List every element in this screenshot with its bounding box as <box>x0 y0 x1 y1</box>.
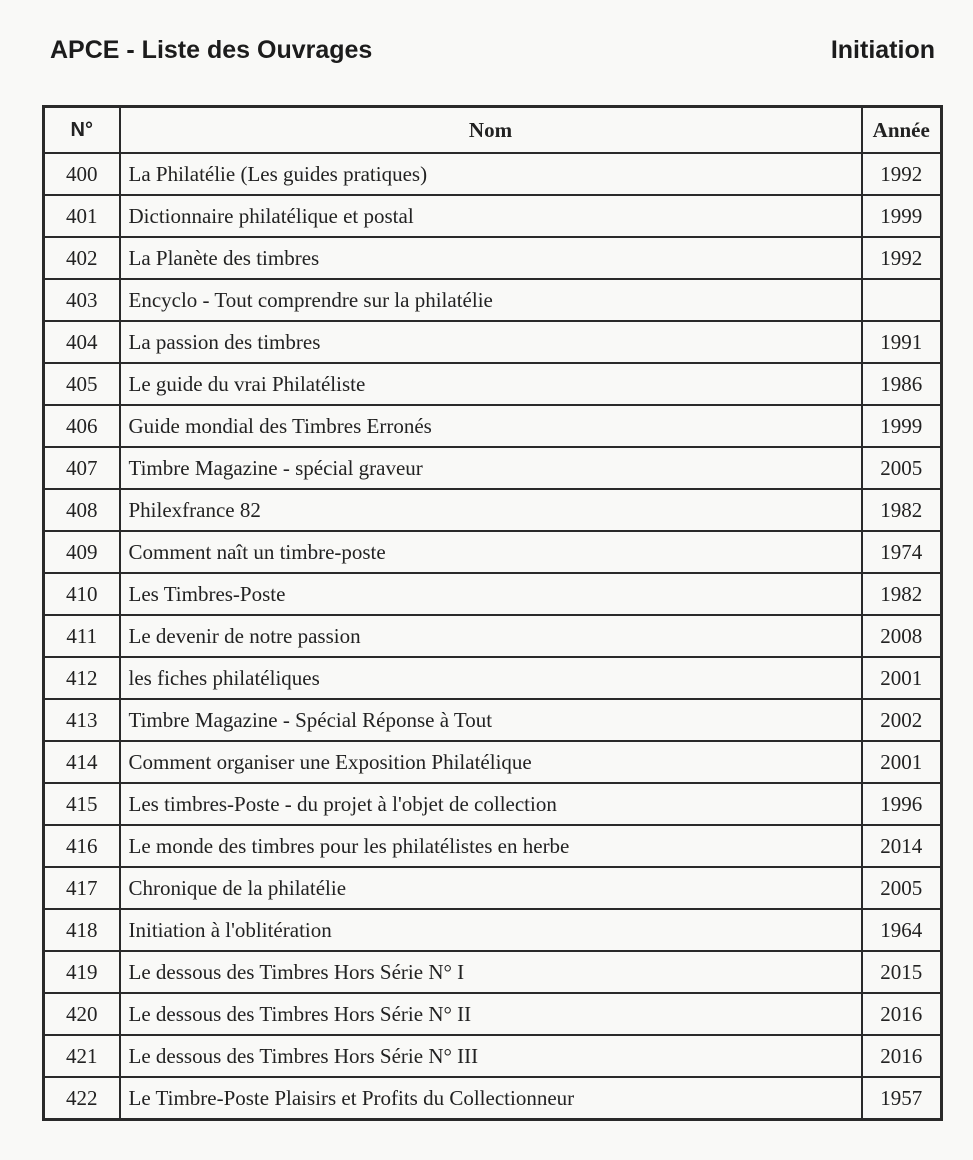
book-name: Chronique de la philatélie <box>120 867 862 909</box>
book-year: 2001 <box>862 741 942 783</box>
table-row <box>44 1077 942 1120</box>
book-year: 1999 <box>862 405 942 447</box>
table-body <box>44 153 942 1120</box>
book-name: La passion des timbres <box>120 321 862 363</box>
book-year: 1996 <box>862 783 942 825</box>
book-name: Encyclo - Tout comprendre sur la philatélie <box>120 279 862 321</box>
book-name: Le dessous des Timbres Hors Série N° II <box>120 993 862 1035</box>
row-number: 405 <box>44 363 120 405</box>
book-year: 2008 <box>862 615 942 657</box>
book-name: les fiches philatéliques <box>120 657 862 699</box>
book-year: 2016 <box>862 1035 942 1077</box>
table-row <box>44 867 942 909</box>
row-number: 417 <box>44 867 120 909</box>
row-number: 404 <box>44 321 120 363</box>
book-name: Timbre Magazine - Spécial Réponse à Tout <box>120 699 862 741</box>
book-year: 2005 <box>862 867 942 909</box>
book-name: Guide mondial des Timbres Erronés <box>120 405 862 447</box>
row-number: 415 <box>44 783 120 825</box>
row-number: 402 <box>44 237 120 279</box>
book-year: 1982 <box>862 573 942 615</box>
row-number: 410 <box>44 573 120 615</box>
column-header-year: Année <box>862 107 942 154</box>
page-title: APCE - Liste des Ouvrages <box>50 36 373 64</box>
table-row <box>44 699 942 741</box>
table-row <box>44 489 942 531</box>
book-year: 1991 <box>862 321 942 363</box>
row-number: 421 <box>44 1035 120 1077</box>
book-year: 2001 <box>862 657 942 699</box>
table-row <box>44 993 942 1035</box>
category-label: Initiation <box>830 36 935 64</box>
table-row <box>44 237 942 279</box>
table-row <box>44 573 942 615</box>
row-number: 408 <box>44 489 120 531</box>
header-row <box>44 107 942 154</box>
book-name: Philexfrance 82 <box>120 489 862 531</box>
book-name: Le dessous des Timbres Hors Série N° I <box>120 951 862 993</box>
book-name: Le dessous des Timbres Hors Série N° III <box>120 1035 862 1077</box>
book-year: 2002 <box>862 699 942 741</box>
book-year: 2014 <box>862 825 942 867</box>
book-year: 1992 <box>862 237 942 279</box>
row-number: 414 <box>44 741 120 783</box>
book-year: 2016 <box>862 993 942 1035</box>
table-row <box>44 783 942 825</box>
row-number: 407 <box>44 447 120 489</box>
row-number: 411 <box>44 615 120 657</box>
table-header <box>44 107 942 154</box>
table-row <box>44 447 942 489</box>
row-number: 416 <box>44 825 120 867</box>
row-number: 400 <box>44 153 120 195</box>
column-header-name: Nom <box>120 107 862 154</box>
row-number: 422 <box>44 1077 120 1120</box>
book-year: 2005 <box>862 447 942 489</box>
table-row <box>44 951 942 993</box>
book-year: 1992 <box>862 153 942 195</box>
table-row <box>44 657 942 699</box>
book-year: 1974 <box>862 531 942 573</box>
table-row <box>44 615 942 657</box>
book-name: Dictionnaire philatélique et postal <box>120 195 862 237</box>
books-table <box>42 105 943 1121</box>
book-year: 1986 <box>862 363 942 405</box>
book-name: Comment organiser une Exposition Philatélique <box>120 741 862 783</box>
book-year: 2015 <box>862 951 942 993</box>
book-name: La Planète des timbres <box>120 237 862 279</box>
book-name: La Philatélie (Les guides pratiques) <box>120 153 862 195</box>
book-name: Timbre Magazine - spécial graveur <box>120 447 862 489</box>
book-year <box>862 279 942 321</box>
table-row <box>44 405 942 447</box>
row-number: 418 <box>44 909 120 951</box>
book-name: Les Timbres-Poste <box>120 573 862 615</box>
book-name: Le devenir de notre passion <box>120 615 862 657</box>
row-number: 409 <box>44 531 120 573</box>
book-name: Le monde des timbres pour les philatélistes en herbe <box>120 825 862 867</box>
row-number: 401 <box>44 195 120 237</box>
row-number: 406 <box>44 405 120 447</box>
table-row <box>44 909 942 951</box>
book-year: 1999 <box>862 195 942 237</box>
row-number: 403 <box>44 279 120 321</box>
table-row <box>44 195 942 237</box>
row-number: 419 <box>44 951 120 993</box>
table-row <box>44 279 942 321</box>
table-row <box>44 321 942 363</box>
book-name: Le guide du vrai Philatéliste <box>120 363 862 405</box>
row-number: 413 <box>44 699 120 741</box>
book-year: 1982 <box>862 489 942 531</box>
book-name: Les timbres-Poste - du projet à l'objet de collection <box>120 783 862 825</box>
table-row <box>44 153 942 195</box>
book-name: Comment naît un timbre-poste <box>120 531 862 573</box>
book-name: Le Timbre-Poste Plaisirs et Profits du Collectionneur <box>120 1077 862 1120</box>
table-row <box>44 531 942 573</box>
book-year: 1964 <box>862 909 942 951</box>
row-number: 420 <box>44 993 120 1035</box>
book-name: Initiation à l'oblitération <box>120 909 862 951</box>
table-row <box>44 741 942 783</box>
row-number: 412 <box>44 657 120 699</box>
table-row <box>44 825 942 867</box>
table-row <box>44 363 942 405</box>
table-row <box>44 1035 942 1077</box>
column-header-number: N° <box>44 107 120 154</box>
book-year: 1957 <box>862 1077 942 1120</box>
